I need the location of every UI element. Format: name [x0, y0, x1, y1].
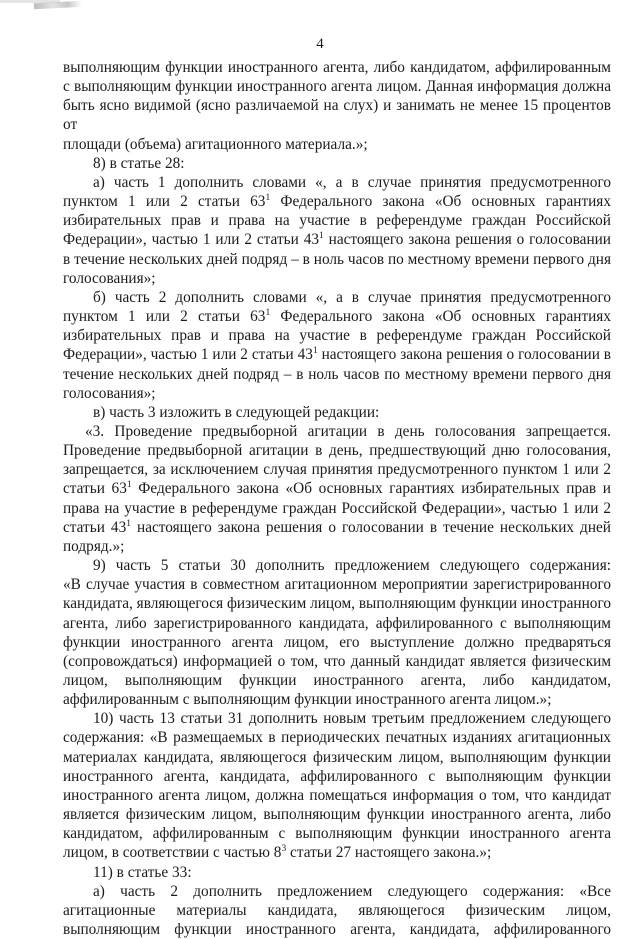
text-line: статьи $63^1$ Федерального закона «Об основных гарантиях избирательных прав и — [63, 480, 611, 498]
text-line: с выполняющим функции иностранного агента лицом. Данная информация должна — [63, 78, 611, 96]
text-line: выполняющим функции иностранного агента, либо кандидатом, аффилированным — [63, 59, 611, 76]
text-line: выполняющим функции иностранного агента, кандидата, аффилированного — [63, 921, 611, 939]
document-body — [63, 58, 611, 939]
text-line: избирательных прав и права на участие в референдуме граждан Российской — [63, 327, 611, 345]
text-line: в) часть 3 изложить в следующей редакции: — [93, 403, 380, 421]
text-line: содержания: «В размещаемых в периодических печатных изданиях агитационных — [63, 729, 611, 747]
page-number: 4 — [316, 36, 324, 52]
text-line: избирательных прав и права на участие в референдуме граждан Российской — [63, 212, 611, 230]
text-line: лицом, выполняющим функции иностранного агента, либо кандидатом, — [63, 672, 611, 689]
text-line: агента, либо зарегистрированного кандидата, аффилированного с выполняющим — [63, 614, 611, 632]
text-line: 10) часть 13 статьи 31 дополнить новым третьим предложением следующего — [93, 710, 611, 728]
text-line: (сопровождаться) информацией о том, что данный кандидат является физическим — [63, 652, 611, 670]
text-line: 11) в статье 33: — [93, 863, 192, 881]
text-line: лицом, в соответствии с частью $8^3$ статьи 27 настоящего закона.»; — [63, 844, 492, 862]
text-line: Федерации», частью 1 или 2 статьи $43^1$ настоящего закона решения о голосовании в — [63, 346, 611, 364]
text-line: пунктом 1 или 2 статьи $63^1$ Федерального закона «Об основных гарантиях — [63, 308, 611, 326]
text-line: функции иностранного агента лицом, его выступление должно предваряться — [63, 633, 611, 651]
text-line: подряд.»; — [63, 537, 125, 555]
text-line: «В случае участия в совместном агитационном мероприятии зарегистрированного — [63, 576, 611, 594]
text-line: материалах кандидата, являющегося физическим лицом, выполняющим функции — [63, 748, 611, 766]
text-line: а) часть 2 дополнить предложением следующего содержания: «Все — [93, 882, 611, 900]
scan-artifact — [34, 1, 82, 10]
text-line: пунктом 1 или 2 статьи $63^1$ Федерального закона «Об основных гарантиях — [63, 193, 611, 211]
text-line: агитационные материалы кандидата, являющегося физическим лицом, — [63, 901, 611, 919]
text-line: кандидата, являющегося физическим лицом, выполняющим функции иностранного — [63, 595, 611, 613]
text-line: площади (объема) агитационного материала.»; — [63, 135, 368, 153]
text-line: 9) часть 5 статьи 30 дополнить предложением следующего содержания: — [93, 557, 611, 575]
text-line: а) часть 1 дополнить словами «, а в случае принятия предусмотренного — [93, 173, 611, 191]
text-line: иностранного агента, кандидата, аффилированного с выполняющим функции — [63, 767, 611, 785]
text-line: в течение нескольких дней подряд – в ноль часов по местному времени первого дня — [63, 250, 611, 268]
text-line: иностранного агента лицом, должна помещаться информация о том, что кандидат — [63, 786, 611, 804]
text-line: б) часть 2 дополнить словами «, а в случае принятия предусмотренного — [93, 288, 611, 306]
text-line: голосования»; — [63, 384, 156, 402]
text-line: быть ясно видимой (ясно различаемой на слух) и занимать не менее 15 процентов от — [63, 97, 611, 134]
text-line: аффилированным с выполняющим функции иностранного агента лицом.»; — [63, 691, 552, 709]
text-line: кандидатом, аффилированным с выполняющим функции иностранного агента — [63, 825, 611, 843]
text-line: «3. Проведение предвыборной агитации в день голосования запрещается. — [85, 422, 611, 440]
text-line: течение нескольких дней подряд – в ноль часов по местному времени первого дня — [63, 365, 611, 383]
text-line: запрещается, за исключением случая принятия предусмотренного пунктом 1 или 2 — [63, 461, 611, 479]
text-line: является физическим лицом, выполняющим функции иностранного агента, либо — [63, 806, 611, 824]
text-line: голосования»; — [63, 269, 156, 287]
text-line: Федерации», частью 1 или 2 статьи $43^1$ настоящего закона решения о голосовании — [63, 231, 611, 249]
text-line: статьи $43^1$ настоящего закона решения о голосовании в течение нескольких дней — [63, 518, 611, 536]
text-line: права на участие в референдуме граждан Российской Федерации», частью 1 или 2 — [63, 499, 611, 517]
text-line: 8) в статье 28: — [93, 154, 185, 172]
text-line: Проведение предвыборной агитации в день, предшествующий дню голосования, — [63, 442, 611, 460]
